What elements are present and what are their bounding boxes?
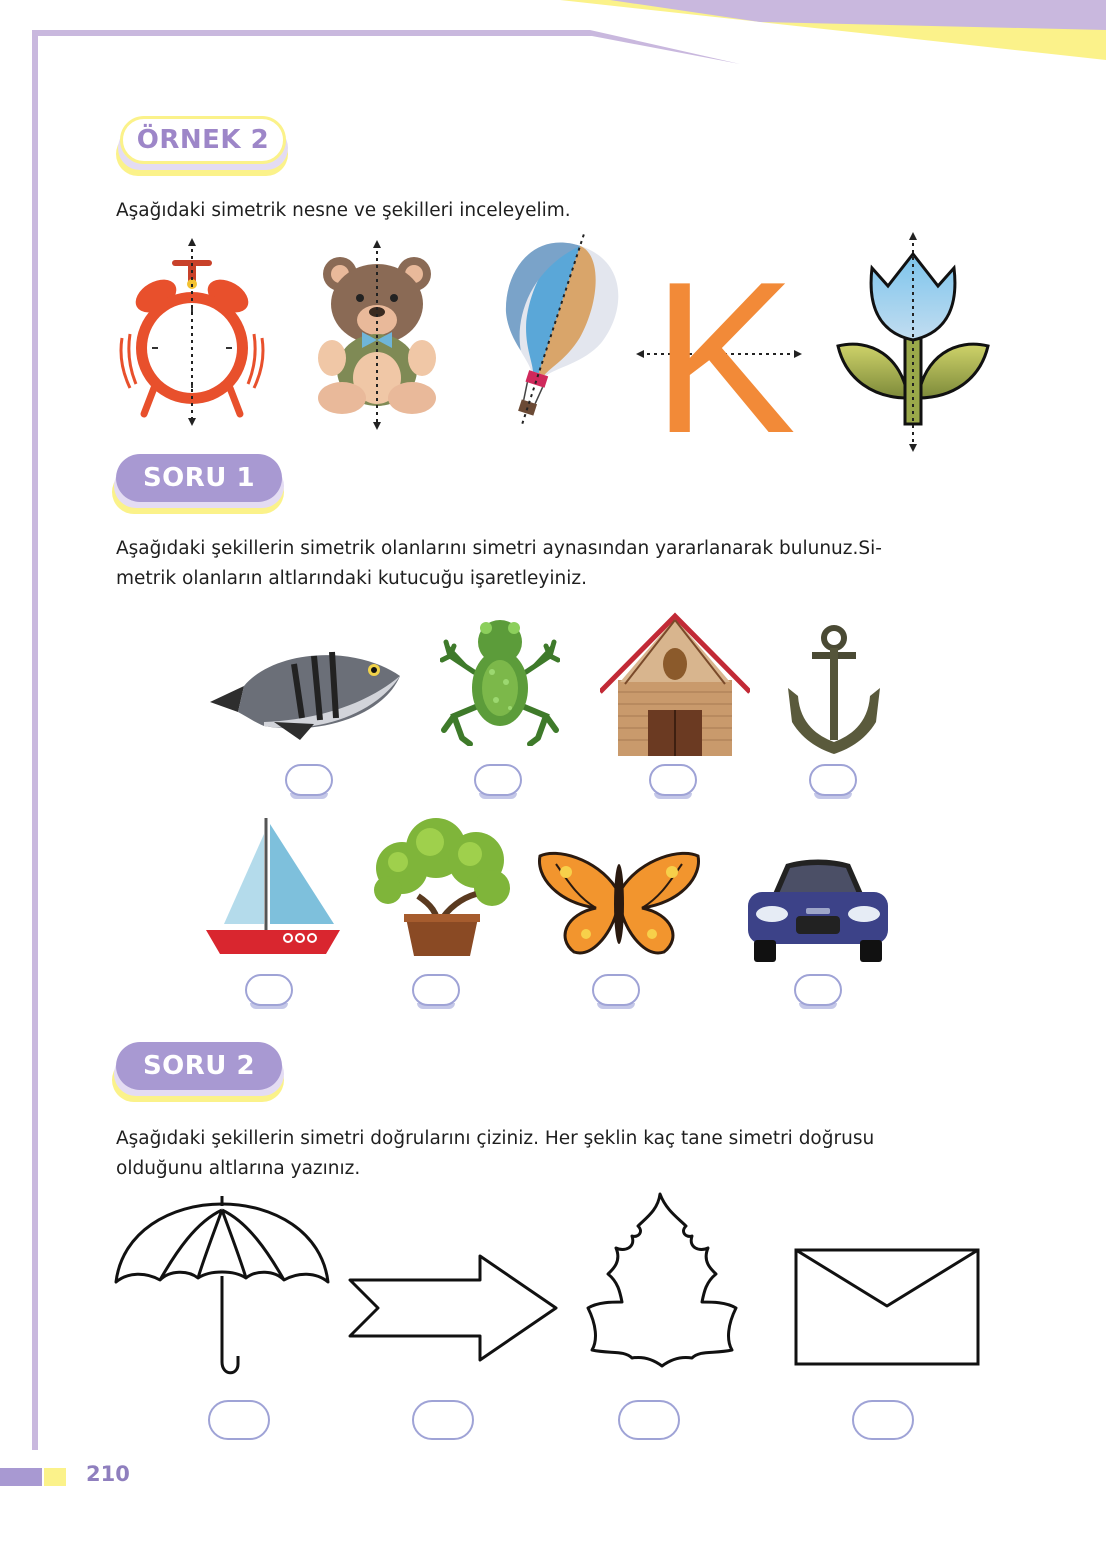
question1-instruction: Aşağıdaki şekillerin simetrik olanlarını simetri aynasından yararlanarak bulunuz.Si- metrik olanların altlarındaki kutucuğu işaretleyiniz. (116, 538, 882, 589)
checkbox-sailboat[interactable] (245, 974, 293, 1006)
answer-umbrella[interactable] (208, 1400, 270, 1440)
frog-icon (440, 612, 560, 746)
page-frame-left (32, 30, 38, 1450)
page-number: 210 (86, 1462, 130, 1486)
page-bar-yellow (44, 1468, 66, 1486)
envelope-outline (792, 1246, 982, 1368)
letter-k-figure (636, 270, 802, 436)
umbrella-outline (112, 1192, 332, 1380)
checkbox-frog[interactable] (474, 764, 522, 796)
teddy-bear-icon (312, 240, 442, 430)
hot-air-balloon-icon (486, 230, 626, 430)
page-bar-purple (0, 1468, 42, 1486)
answer-leaf[interactable] (618, 1400, 680, 1440)
example-badge-label: ÖRNEK 2 (136, 125, 270, 155)
tulip-icon (830, 232, 996, 452)
question1-badge-label: SORU 1 (142, 463, 256, 493)
question2-badge-label: SORU 2 (142, 1051, 256, 1081)
checkbox-house[interactable] (649, 764, 697, 796)
arrow-outline (344, 1252, 560, 1362)
leaf-outline (582, 1190, 742, 1370)
checkbox-butterfly[interactable] (592, 974, 640, 1006)
fish-icon (204, 636, 404, 744)
answer-envelope[interactable] (852, 1400, 914, 1440)
butterfly-icon (536, 848, 702, 958)
checkbox-tree[interactable] (412, 974, 460, 1006)
example-instruction: Aşağıdaki simetrik nesne ve şekilleri inceleyelim. (116, 200, 571, 221)
question1-badge (110, 452, 286, 516)
question2-instruction: Aşağıdaki şekillerin simetri doğrularını çiziniz. Her şeklin kaç tane simetri doğrusu olduğunu altlarına yazınız. (116, 1128, 875, 1179)
anchor-icon (784, 624, 884, 754)
checkbox-anchor[interactable] (809, 764, 857, 796)
header-decoration (0, 0, 1106, 70)
letter-k: K (651, 270, 797, 436)
answer-arrow[interactable] (412, 1400, 474, 1440)
checkbox-car[interactable] (794, 974, 842, 1006)
house-icon (600, 612, 750, 758)
example-badge (114, 114, 290, 178)
car-icon (746, 856, 890, 964)
checkbox-fish[interactable] (285, 764, 333, 796)
sailboat-icon (206, 814, 340, 956)
question2-badge (110, 1040, 286, 1104)
alarm-clock-icon (112, 238, 272, 426)
potted-tree-icon (372, 812, 516, 958)
